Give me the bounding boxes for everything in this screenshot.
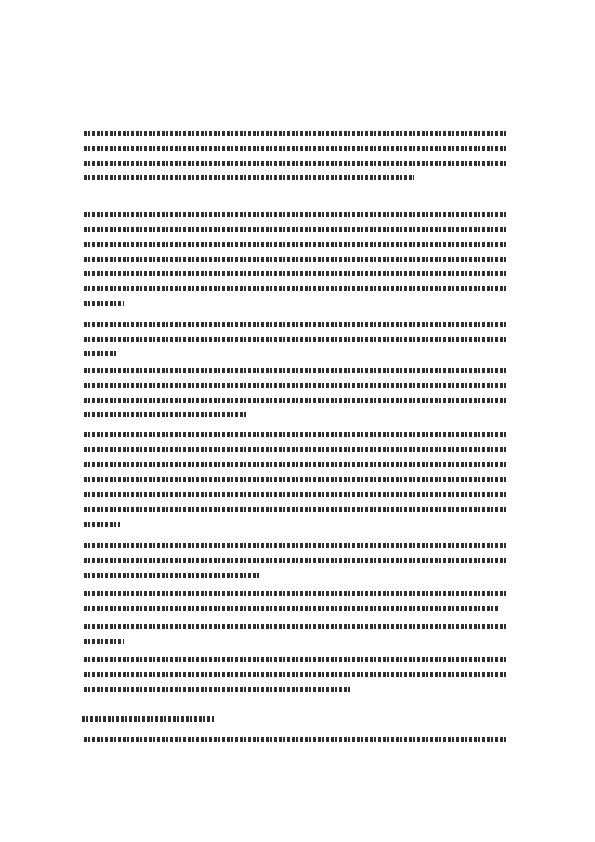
text-line: [84, 368, 508, 373]
text-line: [84, 737, 508, 742]
text-line: [84, 271, 508, 276]
text-line: [84, 257, 508, 262]
text-line: [84, 573, 260, 578]
text-line: [84, 477, 508, 482]
text-line: [84, 432, 508, 437]
text-line: [84, 606, 500, 611]
text-line: [84, 507, 508, 512]
text-line: [84, 175, 414, 180]
text-line: [84, 227, 508, 232]
text-line: [84, 398, 508, 403]
text-line: [84, 337, 508, 342]
text-line: [84, 591, 508, 596]
text-line: [84, 383, 508, 388]
text-line: [84, 492, 508, 497]
text-line: [84, 146, 508, 151]
text-line: [84, 522, 120, 527]
text-line: [84, 322, 508, 327]
text-line: [84, 624, 508, 629]
text-line: [84, 161, 508, 166]
text-line: [84, 412, 248, 417]
text-line: [84, 301, 124, 306]
text-line: [84, 447, 508, 452]
text-line: [84, 672, 508, 677]
text-line: [84, 212, 508, 217]
text-line: [84, 286, 508, 291]
text-line: [84, 543, 508, 548]
text-line: [84, 558, 508, 563]
text-line: [84, 462, 508, 467]
text-line: [84, 687, 352, 692]
text-line: [84, 242, 508, 247]
text-line: [84, 639, 124, 644]
section-heading-bar: [82, 716, 214, 722]
text-line: [84, 131, 508, 136]
text-line: [84, 351, 116, 356]
text-line: [84, 657, 508, 662]
